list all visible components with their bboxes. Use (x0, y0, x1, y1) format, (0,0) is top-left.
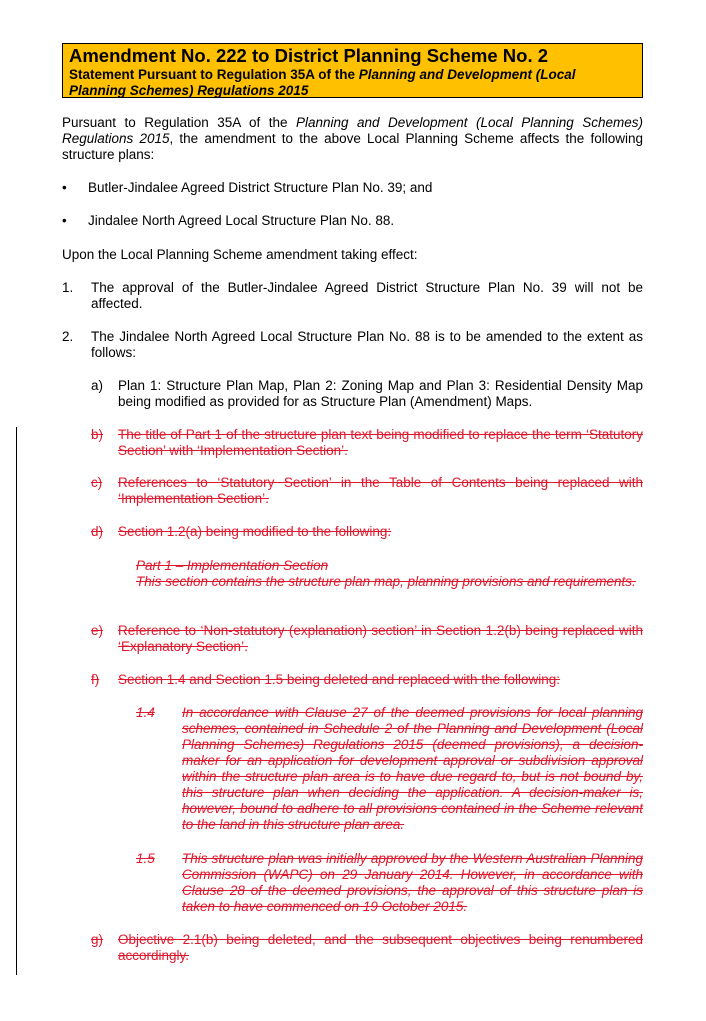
quote-d-deleted (136, 558, 643, 590)
document-header-banner (62, 43, 643, 98)
clause-number: 1.5 (136, 851, 155, 866)
sub-item-letter: d) (91, 524, 104, 539)
sub-item-letter: a) (91, 378, 104, 393)
sub-item-letter: g) (91, 932, 104, 947)
sub-item-letter: c) (91, 475, 103, 490)
sub-item-letter: f) (91, 672, 100, 687)
intro-prefix: Pursuant to Regulation 35A of the (62, 115, 296, 130)
document-title: Amendment No. 222 to District Planning Scheme No. 2 (69, 45, 549, 66)
effect-intro: Upon the Local Planning Scheme amendment taking effect: (62, 247, 418, 262)
subtitle-regulation: Planning and Development (Local Planning Schemes) Regulations 2015 (69, 67, 576, 98)
bullet-text: Butler-Jindalee Agreed District Structure Plan No. 39; and (88, 180, 433, 195)
sub-item-text: The title of Part 1 of the structure plan text being modified to replace the term ‘Statutory Section’ with ‘Implementation Section’. (118, 427, 643, 458)
revision-change-bar (16, 427, 17, 975)
item-text: The Jindalee North Agreed Local Structure Plan No. 88 is to be amended to the extent as follows: (91, 329, 643, 360)
clause-number: 1.4 (136, 705, 155, 720)
item-text: The approval of the Butler-Jindalee Agreed District Structure Plan No. 39 will not be affected. (91, 280, 643, 311)
subtitle-prefix: Statement Pursuant to Regulation 35A of the (69, 67, 359, 82)
intro-suffix: , the amendment to the above Local Planning Scheme affects the following structure plans: (62, 131, 643, 162)
clause-text: In accordance with Clause 27 of the deemed provisions for local planning schemes, contained in Schedule 2 of the Planning and Development (Local Planning Schemes) Regulations 2015 (deemed provisions), a decision-maker for an application for development approval or subdivision approval within the structure plan area is to have due regard to, but is not bound by, this structure plan when deciding the application. A decision-maker is, however, bound to adhere to all provisions contained in the Scheme relevant to the land in this structure plan area. (182, 705, 643, 832)
sub-item-text: Reference to ‘Non-statutory (explanation) section’ in Section 1.2(b) being replaced with ‘Explanatory Section’. (118, 623, 643, 654)
sub-item-letter: e) (91, 623, 104, 638)
intro-paragraph (62, 115, 643, 163)
bullet-icon: • (62, 213, 67, 228)
bullet-icon: • (62, 180, 67, 195)
item-number: 1. (62, 280, 74, 295)
bullet-text: Jindalee North Agreed Local Structure Plan No. 88. (88, 213, 395, 228)
sub-item-text: References to ‘Statutory Section’ in the Table of Contents being replaced with ‘Implementation Section’. (118, 475, 643, 506)
sub-item-text: Objective 2.1(b) being deleted, and the subsequent objectives being renumbered accordingly. (118, 932, 643, 963)
quote-heading: Part 1 – Implementation Section (136, 558, 329, 573)
item-number: 2. (62, 329, 74, 344)
sub-item-text: Section 1.4 and Section 1.5 being deleted and replaced with the following: (118, 672, 561, 687)
quote-body: This section contains the structure plan map, planning provisions and requirements. (136, 574, 636, 589)
document-subtitle (69, 67, 636, 98)
clause-text: This structure plan was initially approved by the Western Australian Planning Commission (WAPC) on 29 January 2014. However, in accordance with Clause 28 of the deemed provisions, the approval of this structure plan is taken to have commenced on 19 October 2015. (182, 851, 643, 914)
intro-regulation: Planning and Development (Local Planning Schemes) Regulations 2015 (62, 115, 643, 146)
sub-item-text: Plan 1: Structure Plan Map, Plan 2: Zoning Map and Plan 3: Residential Density Map being modified as provided for as Structure Plan (Amendment) Maps. (118, 378, 643, 409)
sub-item-text: Section 1.2(a) being modified to the following: (118, 524, 392, 539)
sub-item-letter: b) (91, 427, 104, 442)
